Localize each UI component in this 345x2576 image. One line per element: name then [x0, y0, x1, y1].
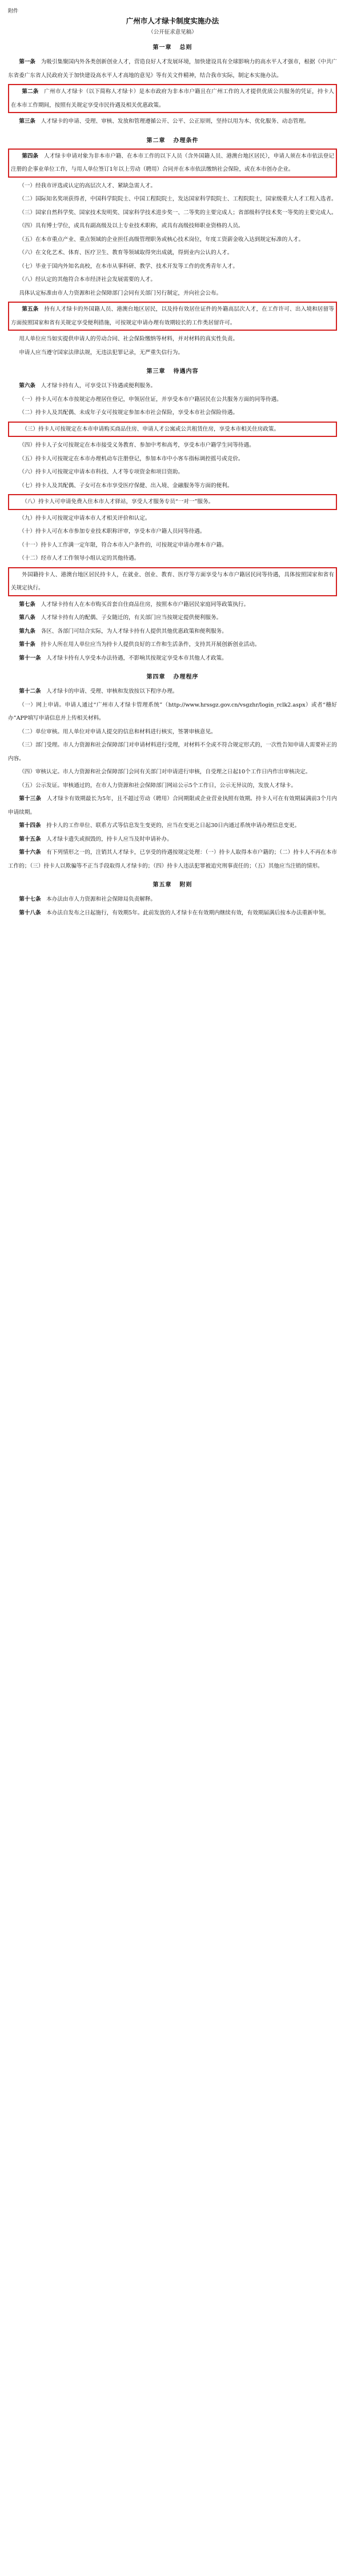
clause-text: （一）经我市评选或认定的高层次人才、紧缺急需人才。: [19, 182, 157, 189]
clause: [8, 393, 337, 407]
clause: [8, 739, 337, 765]
clause-text: （三）国家自然科学奖、国家技术发明奖、国家科学技术进步奖一、二等奖的主要完成人；省部级科学技术奖一等奖的主要完成人。: [19, 209, 337, 216]
clause-text: （二）单位审核。用人单位对申请人提交的信息和材料进行核实，签署审核意见。: [19, 728, 216, 735]
clause-paragraph: [8, 779, 337, 793]
clause-text: （五）在本市重点产业、重点领域的企业担任高级管理职务或核心技术岗位，年度工资薪金收入达到规定标准的人才。: [19, 236, 304, 243]
chapter-number: 第五章: [153, 882, 172, 888]
clause-text: 人才绿卡持有人的配偶、子女随迁的，有关部门应当按规定提供便利服务。: [41, 615, 222, 621]
clause-text: 本办法由市人力资源和社会保障局负责解释。: [46, 896, 157, 902]
clause: [8, 833, 337, 846]
article-number: 第六条: [19, 383, 35, 389]
clause-paragraph: [8, 685, 337, 699]
clause: [8, 611, 337, 625]
clause-text: （三）部门受理。市人力资源和社会保障部门对申请材料进行受理，对材料不全或不符合规定形式的，一次性告知申请人需要补正的内容。: [8, 742, 337, 762]
clause-text: 有下列情形之一的，注销其人才绿卡，已享受的待遇按规定处理：（一）持卡人取得本市户籍的；（二）持卡人不再在本市工作的；（三）持卡人以欺骗等不正当手段取得人才绿卡的；（四）持卡人违法犯罪被追究刑事责任的；（五）其他应当注销的情形。: [8, 849, 338, 869]
chapter-number: 第三章: [146, 368, 166, 375]
clause-paragraph: [8, 525, 337, 539]
clause-paragraph: [8, 179, 337, 193]
highlighted-clause-box: [8, 149, 337, 178]
clause: [8, 779, 337, 793]
clause-paragraph: [8, 260, 337, 274]
document-subtitle: （公开征求意见稿）: [148, 29, 197, 35]
clause-text: （四）持卡人子女可按规定在本市接受义务教育、参加中考和高考，享受本市户籍学生同等待遇。: [19, 442, 255, 448]
clause: [8, 539, 337, 552]
clause-paragraph: [8, 206, 337, 220]
clause-paragraph: [11, 568, 334, 595]
article-number: 第七条: [19, 601, 35, 608]
document-body: [8, 42, 337, 920]
article-number: 第十五条: [19, 836, 41, 842]
clause-text: 广州市人才绿卡（以下简称人才绿卡）是本市政府为非本市户籍且在广州工作的人才提供优质公共服务的凭证，持卡人在本市工作期间，按照有关规定享受市民待遇及相关优惠政策。: [11, 89, 335, 109]
clause-text: 持有人才绿卡的外国籍人员、港澳台地区居民，以及持有效居住证件的外籍高层次人才，在工作许可、出入境和居留等方面按照国家和省有关规定享受便利措施，可按规定申请办理有效期较长的工作类居留许可。: [11, 306, 335, 326]
chapter-number: 第一章: [153, 45, 172, 51]
clause: [8, 792, 337, 819]
article-number: 第二条: [22, 89, 39, 95]
clause: [8, 192, 337, 206]
article-number: 第十条: [19, 641, 35, 648]
clause-text: （八）经认定的其他符合本市经济社会发展需要的人才。: [19, 276, 157, 283]
clause-paragraph: [8, 699, 337, 725]
chapter-heading: [8, 672, 337, 680]
clause: [8, 406, 337, 420]
clause: [8, 765, 337, 779]
article-number: 第五条: [22, 306, 39, 312]
clause-paragraph: [8, 379, 337, 393]
article-number: 第十二条: [19, 688, 41, 695]
clause: [8, 439, 337, 452]
article-number: 第八条: [19, 615, 35, 621]
clause-paragraph: [8, 833, 337, 846]
clause-text: 人才绿卡的申请、受理、审核、发放和管理遵循公开、公平、公正原则，坚持以用为本、优化服务、动态管理。: [41, 118, 310, 125]
clause: [8, 552, 337, 565]
clause-paragraph: [8, 346, 337, 360]
clause: [8, 260, 337, 274]
clause: [8, 638, 337, 652]
clause-paragraph: [8, 192, 337, 206]
clause-paragraph: [8, 452, 337, 466]
attachment-label: 附件: [8, 9, 19, 14]
article-number: 第一条: [19, 59, 35, 65]
clause-paragraph: [8, 652, 337, 665]
clause-text: （三）持卡人可按规定在本市申请购买商品住房、申请人才公寓或公共租赁住房，享受本市相关住房政策。: [22, 426, 280, 432]
article-number: 第四条: [22, 153, 39, 159]
clause-text: （一）网上申请。申请人通过“广州市人才绿卡管理系统”（http://www.hrssgz.gov.cn/vsgzhr/login_rclk2.aspx）或者“穗好办”APP填写申请信息并上传相关材料。: [8, 701, 337, 721]
clause-paragraph: [11, 303, 334, 330]
clause: [8, 219, 337, 233]
clause: [8, 652, 337, 665]
chapter-heading: [8, 366, 337, 375]
clause-text: 人才绿卡持有人在本市购买首套自住商品住房，按照本市户籍居民家庭同等政策执行。: [41, 601, 250, 608]
clause-paragraph: [8, 638, 337, 652]
clause-text: 用人单位应当如实提供申请人的劳动合同、社会保险缴纳等材料，并对材料的真实性负责。: [19, 336, 238, 342]
clause: [8, 466, 337, 479]
clause-text: （七）持卡人及其配偶、子女可在本市享受医疗保健、出入境、金融服务等方面的便利。: [19, 482, 233, 489]
clause-text: （六）在文化艺术、体育、医疗卫生、教育等领域取得突出成就，得到业内公认的人才。: [19, 250, 233, 256]
clause-paragraph: [8, 539, 337, 552]
clause-text: （二）持卡人及其配偶、未成年子女可按规定参加本市社会保险，享受本市社会保险待遇。: [19, 410, 238, 416]
highlighted-clause-box: [8, 567, 337, 596]
clause-text: （四）具有博士学位，或具有副高级及以上专业技术职称，或具有高级技师职业资格的人员。: [19, 223, 244, 229]
clause-text: 人才绿卡申请对象为非本市户籍、在本市工作的以下人员（含外国籍人员、港澳台地区居民），申请人须在本市依法登记注册的企事业单位工作，与用人单位签订1年以上劳动（聘用）合同并在本市依法缴纳社会保险，或在本市创办企业。: [11, 153, 335, 172]
clause-text: 申请人应当遵守国家法律法规，无违法犯罪记录，无严重失信行为。: [19, 349, 183, 356]
clause-paragraph: [8, 765, 337, 779]
clause: [8, 525, 337, 539]
clause: [8, 819, 337, 833]
highlighted-clause-box: [8, 302, 337, 331]
clause-paragraph: [8, 906, 337, 920]
clause: [8, 273, 337, 287]
clause-paragraph: [8, 466, 337, 479]
clause: [8, 479, 337, 493]
clause-text: 各区、各部门可结合实际，为人才绿卡持有人提供其他优惠政策和便利服务。: [41, 628, 227, 635]
clause-paragraph: [8, 792, 337, 819]
article-number: 第十七条: [19, 896, 41, 902]
clause-text: 人才绿卡持有人享受本办法待遇，不影响其按规定享受本市其他人才政策。: [46, 655, 227, 661]
clause-paragraph: [8, 55, 337, 82]
clause: [8, 55, 337, 82]
clause-text: （六）持卡人可按规定申请本市科技、人才等专项资金和项目资助。: [19, 469, 183, 475]
clause-text: 持卡人的工作单位、联系方式等信息发生变更的，应当在变更之日起30日内通过系统申请办理信息变更。: [46, 822, 300, 829]
article-number: 第十六条: [19, 849, 41, 856]
clause-paragraph: [8, 332, 337, 346]
chapter-name: 办理程序: [173, 674, 199, 680]
highlighted-clause-box: [8, 494, 337, 510]
clause: [8, 379, 337, 393]
clause-text: 人才绿卡有效期最长为5年，且不超过劳动（聘用）合同期限或企业营业执照有效期。持卡人可在有效期届满前3个月内申请续期。: [8, 796, 337, 816]
highlighted-clause-box: [8, 422, 337, 438]
clause: [8, 246, 337, 260]
chapter-name: 总则: [179, 45, 192, 51]
clause: [8, 725, 337, 739]
clause-text: （一）持卡人可在本市按规定办理居住登记，申领居住证，并享受本市户籍居民在公共服务方面的同等待遇。: [19, 396, 282, 403]
clause-paragraph: [8, 115, 337, 129]
clause: [8, 452, 337, 466]
clause: [8, 233, 337, 247]
article-number: 第十一条: [19, 655, 41, 661]
highlighted-clause-box: [8, 84, 337, 113]
clause-paragraph: [8, 512, 337, 525]
clause-text: 本办法自发布之日起施行，有效期5年。此前发放的人才绿卡在有效期内继续有效，有效期届满后按本办法重新申领。: [46, 909, 330, 916]
clause: [8, 346, 337, 360]
clause: [8, 893, 337, 906]
clause-paragraph: [8, 598, 337, 612]
chapter-number: 第四章: [146, 674, 166, 680]
clause-text: 具体认定标准由市人力资源和社会保障部门会同有关部门另行制定，并向社会公布。: [19, 290, 222, 296]
chapter-name: 附则: [179, 882, 192, 888]
clause-text: （七）毕业于国内外知名高校，在本市从事科研、教学、技术开发等工作的优秀青年人才。: [19, 263, 238, 270]
chapter-heading: [8, 135, 337, 144]
clause: [8, 206, 337, 220]
clause-paragraph: [8, 439, 337, 452]
document-page: [0, 0, 345, 920]
clause-text: （五）公示发证。审核通过的，在市人力资源和社会保障部门网站公示5个工作日，公示无异议的，发放人才绿卡。: [19, 782, 296, 789]
clause-paragraph: [11, 150, 334, 176]
clause-paragraph: [8, 893, 337, 906]
clause: [8, 512, 337, 525]
chapter-name: 办理条件: [173, 137, 199, 144]
clause-text: （四）审核认定。市人力资源和社会保障部门会同有关部门对申请进行审核，自受理之日起10个工作日内作出审核决定。: [19, 769, 311, 775]
clause-paragraph: [11, 495, 334, 509]
clause-paragraph: [8, 246, 337, 260]
clause: [8, 625, 337, 639]
clause-paragraph: [11, 423, 334, 436]
clause-paragraph: [8, 393, 337, 407]
clause-text: （五）持卡人可按规定在本市办理机动车注册登记，参加本市中小客车指标调控摇号或竞价。: [19, 455, 244, 462]
clause: [8, 115, 337, 129]
clause-text: （十一）持卡人工作满一定年限，符合本市入户条件的，可按规定申请办理本市户籍。: [19, 541, 227, 548]
clause-text: 为吸引集聚国内外各类创新创业人才，营造良好人才发展环境，加快建设具有全球影响力的高水平人才强市，根据《中共广东省委广东省人民政府关于加快建设高水平人才高地的意见》等有关文件精神，结合我市实际，制定本实施办法。: [8, 59, 338, 79]
clause-text: （十二）经市人才工作领导小组认定的其他待遇。: [19, 555, 140, 561]
clause: [8, 685, 337, 699]
clause-text: （十）持卡人可在本市参加专业技术职称评审，享受本市户籍人员同等待遇。: [19, 528, 206, 535]
clause-paragraph: [8, 552, 337, 565]
clause-paragraph: [8, 625, 337, 639]
clause-text: 人才绿卡的申请、受理、审核和发放按以下程序办理。: [46, 688, 178, 695]
clause-text: 人才绿卡持有人，可享受以下待遇或便利服务。: [41, 383, 157, 389]
clause-paragraph: [8, 233, 337, 247]
clause-text: 持卡人所在用人单位应当为持卡人提供良好的工作和生活条件，支持其开展创新创业活动。: [41, 641, 260, 648]
chapter-number: 第二章: [146, 137, 166, 144]
clause-paragraph: [8, 819, 337, 833]
clause-text: （二）国际知名奖项获得者，中国科学院院士、中国工程院院士，发达国家科学院院士、工程院院士，国家级重大人才工程入选者。: [19, 196, 337, 202]
clause: [8, 846, 337, 873]
clause-paragraph: [8, 219, 337, 233]
clause: [8, 332, 337, 346]
document-title: 广州市人才绿卡制度实施办法: [126, 17, 219, 25]
clause-paragraph: [11, 85, 334, 112]
article-number: 第十八条: [19, 909, 41, 916]
article-number: 第十三条: [19, 796, 42, 802]
clause-paragraph: [8, 287, 337, 300]
clause: [8, 287, 337, 300]
clause: [8, 699, 337, 725]
clause-paragraph: [8, 406, 337, 420]
chapter-heading: [8, 880, 337, 888]
clause-paragraph: [8, 739, 337, 765]
chapter-heading: [8, 42, 337, 51]
clause-paragraph: [8, 611, 337, 625]
clause-text: 外国籍持卡人、港澳台地区居民持卡人，在就业、创业、教育、医疗等方面享受与本市户籍居民同等待遇，具体按照国家和省有关规定执行。: [11, 571, 334, 591]
clause-text: （八）持卡人可申请免费入住本市人才驿站，享受人才服务专员“一对一”服务。: [22, 499, 214, 505]
article-number: 第三条: [19, 118, 35, 125]
clause-paragraph: [8, 725, 337, 739]
clause-text: 人才绿卡遗失或损毁的，持卡人应当及时申请补办。: [46, 836, 172, 842]
clause-paragraph: [8, 846, 337, 873]
article-number: 第九条: [19, 628, 35, 635]
clause: [8, 906, 337, 920]
article-number: 第十四条: [19, 822, 41, 829]
chapter-name: 待遇内容: [173, 368, 199, 375]
clause-paragraph: [8, 479, 337, 493]
clause-text: （九）持卡人可按规定申请本市人才相关评价和认定。: [19, 515, 151, 521]
clause-paragraph: [8, 273, 337, 287]
clause: [8, 179, 337, 193]
clause: [8, 598, 337, 612]
